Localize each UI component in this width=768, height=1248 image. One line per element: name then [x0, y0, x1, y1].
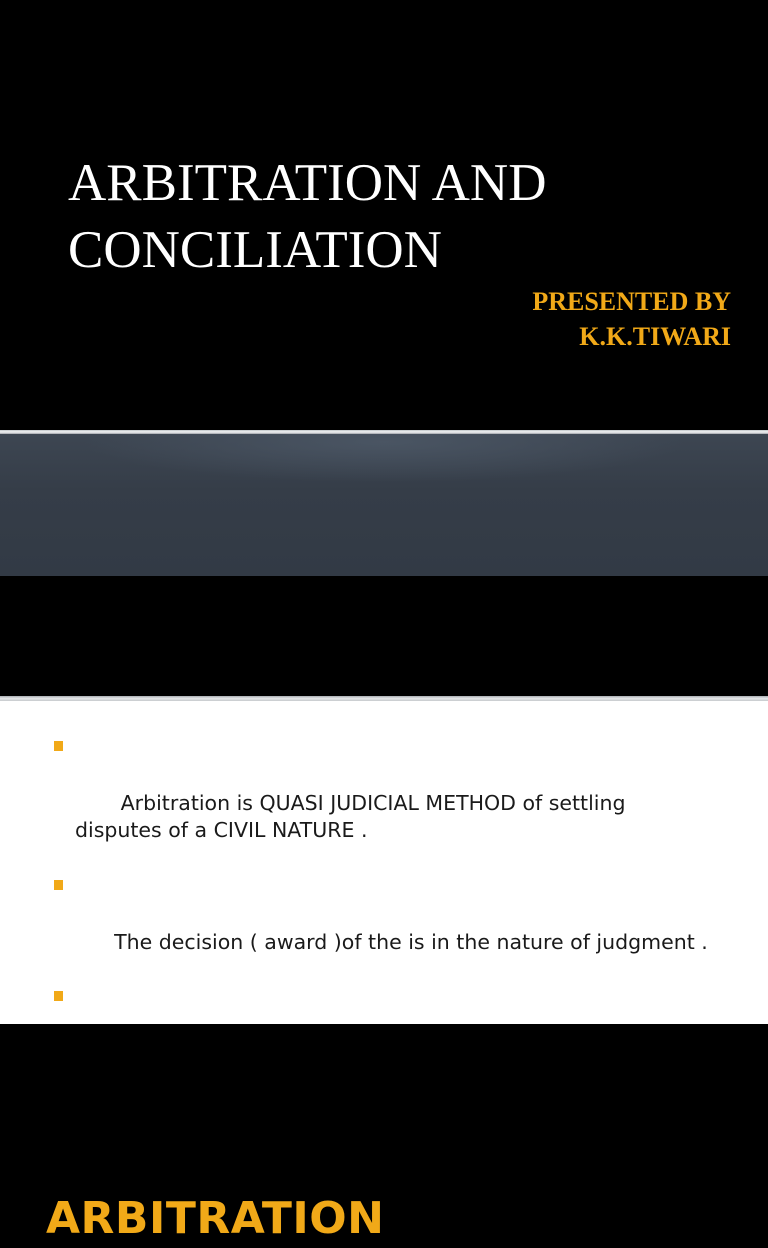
slide-1 — [0, 0, 768, 430]
presenter-credit — [331, 284, 731, 354]
title-line-1: ARBITRATION AND — [68, 154, 547, 212]
square-bullet-icon — [54, 991, 63, 1001]
bullet-item — [0, 984, 768, 1024]
bullet-text: Arbitration is QUASI JUDICIAL METHOD of settling disputes of a CIVIL NATURE . — [75, 790, 633, 843]
bullet-list — [0, 734, 768, 1024]
slide-2-body — [0, 701, 768, 1024]
presenter-line-2: K.K.TIWARI — [579, 322, 731, 351]
bullet-item — [0, 873, 768, 984]
slide-2-title: ARBITRATION — [46, 1193, 385, 1244]
bullet-item — [0, 734, 768, 873]
bullet-text: The decision ( award )of the is in the nature of judgment . — [114, 929, 708, 954]
square-bullet-icon — [54, 880, 63, 890]
slide-1-title — [68, 150, 708, 284]
title-line-2: CONCILIATION — [68, 221, 442, 279]
slide-gap — [0, 434, 768, 576]
square-bullet-icon — [54, 741, 63, 751]
presenter-line-1: PRESENTED BY — [532, 287, 731, 316]
